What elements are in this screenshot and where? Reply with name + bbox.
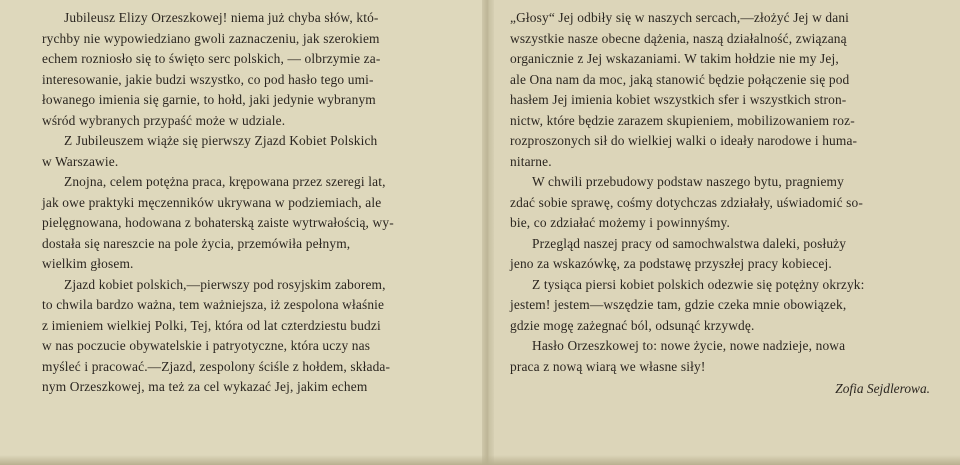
text-line: wielkim głosem. bbox=[42, 256, 134, 271]
text-line: Jubileusz Elizy Orzeszkowej! niema już chyba słów, któ- bbox=[64, 10, 379, 25]
text-line: z imieniem wielkiej Polki, Tej, która od lat czterdziestu budzi bbox=[42, 317, 381, 333]
text-line: praca z nową wiarą we własne siły! bbox=[510, 358, 706, 374]
text-line: Znojna, celem potężna praca, krępowana przez szeregi lat, bbox=[64, 174, 386, 189]
text-line: Zjazd kobiet polskich,—pierwszy pod rosyjskim zaborem, bbox=[64, 276, 386, 292]
text-line: organicznie z Jej wskazaniami. W takim hołdzie nie my Jej, bbox=[510, 51, 839, 66]
text-line: jak owe praktyki męczenników ukrywana w podziemiach, ale bbox=[42, 194, 382, 210]
text-line: rozproszonych sił do wielkiej walki o ideały narodowe i huma- bbox=[510, 133, 858, 148]
text-line: dostała się nareszcie na pole życia, przemówiła pełnym, bbox=[42, 235, 351, 251]
text-line: wszystkie nasze obecne dążenia, naszą działalność, związaną bbox=[510, 30, 847, 46]
right-page bbox=[488, 0, 960, 465]
text-line: Przegląd naszej pracy od samochwalstwa daleki, posłuży bbox=[532, 235, 847, 251]
signature: Zofia Sejdlerowa. bbox=[835, 381, 930, 396]
text-line: W chwili przebudowy podstaw naszego bytu, pragniemy bbox=[532, 174, 844, 189]
text-line: to chwila bardzo ważna, tem ważniejsza, iż zespolona właśnie bbox=[42, 297, 385, 312]
text-line: Z tysiąca piersi kobiet polskich odezwie się potężny okrzyk: bbox=[532, 276, 865, 292]
text-line: w nas poczucie obywatelskie i patryotyczne, która uczy nas bbox=[42, 338, 371, 353]
text-line: nictw, które będzie zarazem skupieniem, mobilizowaniem roz- bbox=[510, 112, 855, 128]
text-line: gdzie mogę zażegnać ból, odsunąć krzywdę. bbox=[510, 317, 755, 333]
text-line: interesowanie, jakie budzi wszystko, co pod hasło tego umi- bbox=[42, 71, 374, 87]
text-line: hasłem Jej imienia kobiet wszystkich sfer i wszystkich stron- bbox=[510, 92, 847, 107]
text-line: jestem! jestem—wszędzie tam, gdzie czeka mnie obowiązek, bbox=[510, 297, 847, 312]
text-line: rychby nie wypowiedziano gwoli zaznaczeniu, jak szerokiem bbox=[42, 30, 380, 46]
text-line: łowanego imienia się garnie, to hołd, jaki jedynie wybranym bbox=[42, 92, 376, 107]
text-line: echem rozniosło się to święto serc polskich, — olbrzymie za- bbox=[42, 51, 381, 66]
text-line: Hasło Orzeszkowej to: nowe życie, nowe nadzieje, nowa bbox=[532, 338, 846, 353]
text-line: ale Ona nam da moc, jaką stanowić będzie połączenie się pod bbox=[510, 71, 850, 87]
text-line: nym Orzeszkowej, ma też za cel wykazać Jej, jakim echem bbox=[42, 379, 368, 394]
text-line: zdać sobie sprawę, cośmy dotychczas zdziałały, uświadomić so- bbox=[510, 194, 863, 210]
text-line: nitarne. bbox=[510, 153, 552, 169]
text-line: bie, co zdziałać możemy i powinnyśmy. bbox=[510, 215, 730, 230]
text-line: myśleć i pracować.—Zjazd, zespolony ściśle z hołdem, składa- bbox=[42, 358, 391, 374]
text-line: wśród wybranych przypaść może w udziale. bbox=[42, 112, 286, 128]
page-bottom-edge bbox=[0, 455, 960, 465]
text-line: pielęgnowana, hodowana z bohaterską zaiste wytrwałością, wy- bbox=[42, 215, 394, 230]
text-line: jeno za wskazówkę, za podstawę przyszłej pracy kobiecej. bbox=[510, 256, 832, 271]
text-line: Z Jubileuszem wiąże się pierwszy Zjazd Kobiet Polskich bbox=[64, 133, 378, 148]
text-line: „Głosy“ Jej odbiły się w naszych sercach,—złożyć Jej w dani bbox=[510, 10, 850, 25]
text-line: w Warszawie. bbox=[42, 153, 119, 169]
book-gutter bbox=[482, 0, 494, 465]
